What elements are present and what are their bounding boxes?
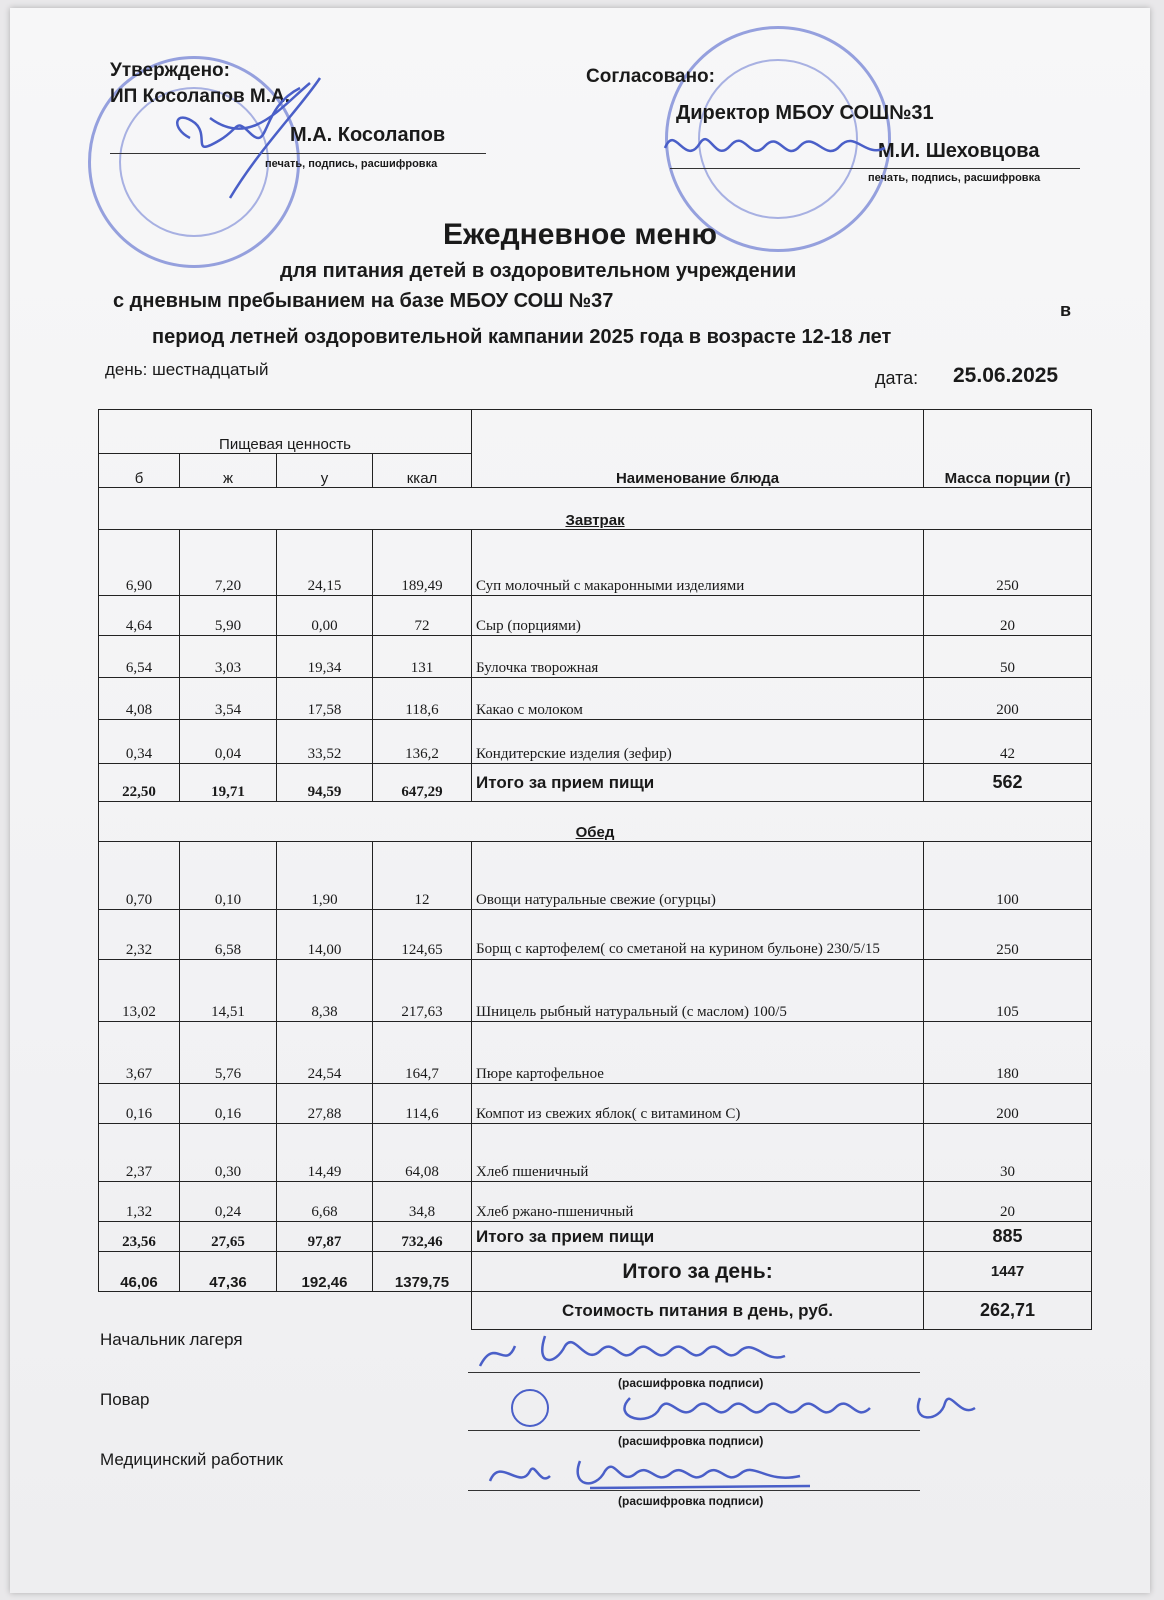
medic-caption: (расшифровка подписи): [618, 1494, 764, 1508]
cell-mass: 42: [924, 720, 1092, 764]
table-row-total: [99, 764, 1092, 802]
subtitle-line3: период летней оздоровительной кампании 2025 года в возрасте 12-18 лет: [152, 326, 892, 348]
cell-b: 2,37: [99, 1124, 180, 1182]
agreed-position: Директор МБОУ СОШ№31: [676, 102, 934, 124]
cell-kcal: 124,65: [373, 910, 472, 960]
agreed-name: М.И. Шеховцова: [878, 140, 1040, 162]
cell-b: 0,34: [99, 720, 180, 764]
cell-z: 14,51: [180, 960, 277, 1022]
header-col-b: б: [99, 454, 180, 488]
approved-caption: печать, подпись, расшифровка: [265, 158, 438, 170]
cell-z: 47,36: [180, 1252, 277, 1292]
cell-z: 5,76: [180, 1022, 277, 1084]
cell-mass: 250: [924, 910, 1092, 960]
agreed-signature-icon: [660, 118, 890, 178]
cell-z: 3,54: [180, 678, 277, 720]
cell-kcal: 64,08: [373, 1124, 472, 1182]
cell-dish: Кондитерские изделия (зефир): [472, 720, 924, 764]
table-row: [99, 596, 1092, 636]
cell-mass: 20: [924, 596, 1092, 636]
cell-z: 0,24: [180, 1182, 277, 1222]
cell-kcal: 72: [373, 596, 472, 636]
cell-b: 0,70: [99, 842, 180, 910]
table-row: [99, 678, 1092, 720]
cell-u: 1,90: [277, 842, 373, 910]
cell-u: 24,15: [277, 530, 373, 596]
section-title-breakfast: Завтрак: [99, 488, 1092, 530]
cell-dish: Пюре картофельное: [472, 1022, 924, 1084]
cell-kcal: 647,29: [373, 764, 472, 802]
cell-mass: 250: [924, 530, 1092, 596]
cell-mass: 200: [924, 678, 1092, 720]
camp-head-label: Начальник лагеря: [100, 1330, 243, 1349]
table-row: [99, 530, 1092, 596]
cook-signature-icon: [500, 1378, 1000, 1448]
cell-u: 97,87: [277, 1222, 373, 1252]
document-page: [10, 8, 1150, 1593]
day-total-mass: 1447: [924, 1252, 1092, 1292]
date-value: 25.06.2025: [953, 364, 1059, 387]
header-col-z: ж: [180, 454, 277, 488]
table-row: [99, 1084, 1092, 1124]
cell-z: 0,10: [180, 842, 277, 910]
cell-z: 7,20: [180, 530, 277, 596]
agreed-label: Согласовано:: [586, 66, 715, 87]
table-row: [99, 1022, 1092, 1084]
cell-z: 27,65: [180, 1222, 277, 1252]
table-row: [99, 842, 1092, 910]
table-row: [99, 636, 1092, 678]
cell-mass: 50: [924, 636, 1092, 678]
cell-b: 2,32: [99, 910, 180, 960]
cell-z: 6,58: [180, 910, 277, 960]
header-dish: Наименование блюда: [472, 410, 924, 488]
date-label: дата:: [875, 368, 919, 388]
cell-dish: Итого за прием пищи: [472, 764, 924, 802]
cell-dish: Булочка творожная: [472, 636, 924, 678]
cell-u: 192,46: [277, 1252, 373, 1292]
cell-dish: Суп молочный с макаронными изделиями: [472, 530, 924, 596]
subtitle-line1: для питания детей в оздоровительном учреждении: [280, 260, 797, 282]
cell-kcal: 189,49: [373, 530, 472, 596]
approved-name: М.А. Косолапов: [290, 124, 446, 146]
cell-b: 1,32: [99, 1182, 180, 1222]
subtitle-line2-suffix: в: [1060, 300, 1072, 320]
approved-org: ИП Косолапов М.А.: [110, 86, 291, 107]
cell-u: 6,68: [277, 1182, 373, 1222]
header-mass: Масса порции (г): [924, 410, 1092, 488]
cell-mass: 100: [924, 842, 1092, 910]
table-row: [99, 1182, 1092, 1222]
cell-z: 19,71: [180, 764, 277, 802]
camp-head-caption: (расшифровка подписи): [618, 1376, 764, 1390]
cell-z: 0,30: [180, 1124, 277, 1182]
cell-dish: Хлеб ржано-пшеничный: [472, 1182, 924, 1222]
cell-u: 0,00: [277, 596, 373, 636]
cell-kcal: 131: [373, 636, 472, 678]
cell-u: 33,52: [277, 720, 373, 764]
menu-table: [98, 409, 1092, 1330]
table-row-total: [99, 1222, 1092, 1252]
cell-dish: Борщ с картофелем( со сметаной на курином бульоне) 230/5/15: [472, 910, 924, 960]
camp-head-signature-icon: [475, 1326, 795, 1376]
approved-signature-icon: [150, 68, 410, 208]
medic-label: Медицинский работник: [100, 1450, 283, 1469]
day-label: день: шестнадцатый: [105, 360, 269, 379]
header-col-kcal: ккал: [373, 454, 472, 488]
cook-label: Повар: [100, 1390, 150, 1409]
cell-kcal: 118,6: [373, 678, 472, 720]
table-row: [99, 960, 1092, 1022]
table-row: [99, 720, 1092, 764]
cell-mass: 30: [924, 1124, 1092, 1182]
medic-signature-icon: [480, 1446, 820, 1496]
cell-kcal: 1379,75: [373, 1252, 472, 1292]
day-total-label: Итого за день:: [472, 1252, 924, 1292]
cell-b: 4,08: [99, 678, 180, 720]
table-row: [99, 910, 1092, 960]
cell-b: 3,67: [99, 1022, 180, 1084]
header-col-u: у: [277, 454, 373, 488]
cell-mass: 105: [924, 960, 1092, 1022]
cell-u: 94,59: [277, 764, 373, 802]
cell-u: 17,58: [277, 678, 373, 720]
cell-dish: Компот из свежих яблок( с витамином С): [472, 1084, 924, 1124]
cell-mass: 20: [924, 1182, 1092, 1222]
cell-kcal: 136,2: [373, 720, 472, 764]
cell-dish: Итого за прием пищи: [472, 1222, 924, 1252]
cell-b: 4,64: [99, 596, 180, 636]
cell-kcal: 114,6: [373, 1084, 472, 1124]
cell-b: 13,02: [99, 960, 180, 1022]
cell-kcal: 732,46: [373, 1222, 472, 1252]
cell-b: 6,90: [99, 530, 180, 596]
table-row-day-total: [99, 1252, 1092, 1292]
cell-dish: Сыр (порциями): [472, 596, 924, 636]
cell-z: 0,16: [180, 1084, 277, 1124]
cell-dish: Какао с молоком: [472, 678, 924, 720]
document-title: Ежедневное меню: [443, 218, 717, 251]
cost-label: Стоимость питания в день, руб.: [472, 1292, 924, 1330]
cell-b: 22,50: [99, 764, 180, 802]
cell-u: 27,88: [277, 1084, 373, 1124]
cell-mass: 200: [924, 1084, 1092, 1124]
cell-u: 14,49: [277, 1124, 373, 1182]
cell-kcal: 164,7: [373, 1022, 472, 1084]
cell-kcal: 12: [373, 842, 472, 910]
cell-kcal: 217,63: [373, 960, 472, 1022]
cell-b: 0,16: [99, 1084, 180, 1124]
cell-mass: 562: [924, 764, 1092, 802]
cell-z: 5,90: [180, 596, 277, 636]
cell-kcal: 34,8: [373, 1182, 472, 1222]
cell-b: 46,06: [99, 1252, 180, 1292]
section-title-lunch: Обед: [99, 802, 1092, 842]
table-row: [99, 1124, 1092, 1182]
cost-value: 262,71: [924, 1292, 1092, 1330]
approved-label: Утверждено:: [110, 60, 230, 81]
cell-mass: 885: [924, 1222, 1092, 1252]
cell-mass: 180: [924, 1022, 1092, 1084]
cell-dish: Овощи натуральные свежие (огурцы): [472, 842, 924, 910]
cell-u: 14,00: [277, 910, 373, 960]
table-row-cost: [99, 1292, 1092, 1330]
cell-z: 0,04: [180, 720, 277, 764]
header-nutrition: Пищевая ценность: [99, 410, 472, 454]
cell-dish: Хлеб пшеничный: [472, 1124, 924, 1182]
cell-b: 23,56: [99, 1222, 180, 1252]
subtitle-line2: с дневным пребыванием на базе МБОУ СОШ №37: [113, 290, 614, 312]
cell-u: 19,34: [277, 636, 373, 678]
cell-z: 3,03: [180, 636, 277, 678]
cell-u: 8,38: [277, 960, 373, 1022]
agreed-caption: печать, подпись, расшифровка: [868, 172, 1041, 184]
cell-b: 6,54: [99, 636, 180, 678]
cook-caption: (расшифровка подписи): [618, 1434, 764, 1448]
cell-u: 24,54: [277, 1022, 373, 1084]
cell-dish: Шницель рыбный натуральный (с маслом) 100/5: [472, 960, 924, 1022]
